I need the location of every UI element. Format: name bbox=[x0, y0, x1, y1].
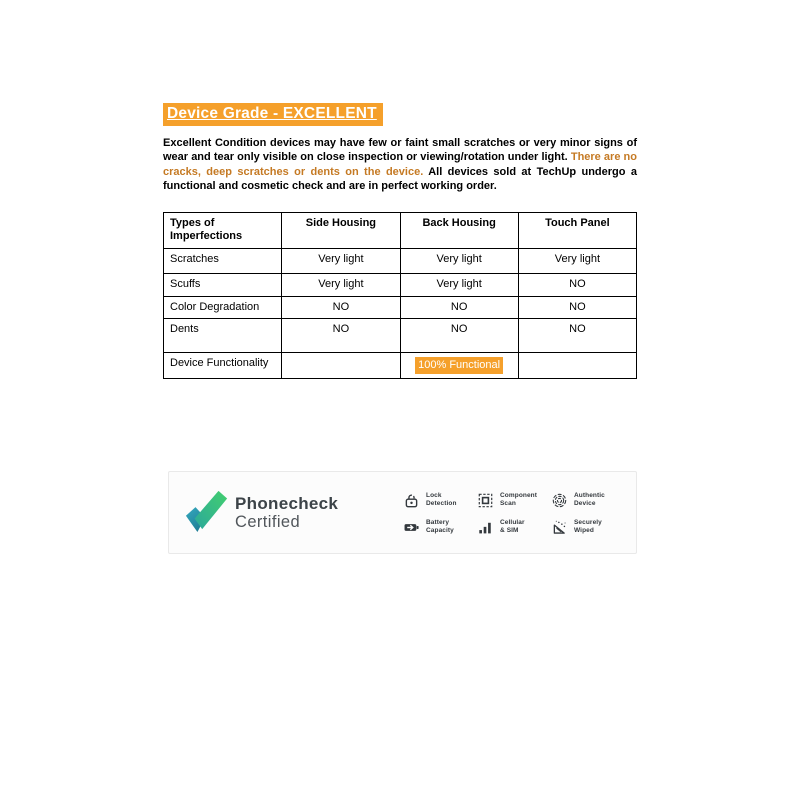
row-label: Color Degradation bbox=[164, 297, 282, 319]
wipe-icon bbox=[552, 520, 567, 535]
column-header-side-housing: Side Housing bbox=[282, 213, 400, 249]
feature-label-line2: Scan bbox=[500, 499, 516, 507]
feature-label-line1: Battery bbox=[426, 519, 450, 526]
column-header-touch-panel: Touch Panel bbox=[518, 213, 636, 249]
row-label: Scuffs bbox=[164, 274, 282, 297]
feature-label-line2: Wiped bbox=[574, 526, 594, 534]
description-text-accent: There are no cracks, deep scratches or dents on the device. bbox=[163, 151, 637, 178]
table-row-scuffs bbox=[164, 274, 637, 297]
feature-label-line2: Capacity bbox=[426, 526, 454, 534]
phonecheck-brand-name: Phonecheck bbox=[235, 494, 339, 513]
feature-label-line2: & SIM bbox=[500, 526, 519, 534]
feature-grid bbox=[404, 492, 626, 546]
title-container bbox=[163, 103, 383, 126]
feature-component-scan bbox=[478, 492, 552, 519]
feature-label-line1: Cellular bbox=[500, 519, 525, 526]
fingerprint-icon bbox=[552, 493, 567, 508]
table-row-scratches bbox=[164, 249, 637, 274]
battery-icon bbox=[404, 520, 419, 535]
feature-authentic-device bbox=[552, 492, 626, 519]
feature-cellular-sim bbox=[478, 519, 552, 546]
lock-icon bbox=[404, 493, 419, 508]
cell-value: Very light bbox=[282, 249, 400, 274]
feature-battery-capacity bbox=[404, 519, 478, 546]
feature-label bbox=[426, 519, 454, 534]
cell-value: NO bbox=[282, 297, 400, 319]
description-text-lead: Excellent Condition devices may have few or faint small scratches or very minor signs of wear and tear only visible on close inspection or viewing/rotation under light. bbox=[163, 137, 637, 164]
column-header-back-housing: Back Housing bbox=[400, 213, 518, 249]
description-paragraph bbox=[163, 136, 637, 194]
imperfections-table bbox=[163, 212, 637, 379]
description-text-tail: All devices sold at TechUp undergo a functional and cosmetic check and are in perfect working order. bbox=[163, 165, 637, 193]
component-scan-icon bbox=[478, 493, 493, 508]
row-label: Device Functionality bbox=[164, 353, 282, 379]
table-header-row bbox=[164, 213, 637, 249]
feature-label bbox=[574, 519, 602, 534]
feature-label-line2: Detection bbox=[426, 499, 457, 507]
phonecheck-badge bbox=[168, 471, 637, 554]
feature-label-line1: Securely bbox=[574, 519, 602, 526]
cell-value: NO bbox=[518, 297, 636, 319]
table-row-device-functionality bbox=[164, 353, 637, 379]
cell-value: Very light bbox=[400, 249, 518, 274]
table-row-dents bbox=[164, 319, 637, 353]
feature-label bbox=[426, 492, 457, 507]
row-label: Scratches bbox=[164, 249, 282, 274]
cell-value bbox=[400, 353, 518, 379]
page-title: Device Grade - EXCELLENT bbox=[163, 103, 383, 126]
cell-value: Very light bbox=[282, 274, 400, 297]
cell-value: NO bbox=[518, 319, 636, 353]
phonecheck-certified-label: Certified bbox=[235, 513, 301, 531]
feature-label bbox=[500, 492, 537, 507]
feature-label bbox=[574, 492, 605, 507]
cell-value: NO bbox=[282, 319, 400, 353]
table-row-color-degradation bbox=[164, 297, 637, 319]
feature-label-line2: Device bbox=[574, 499, 596, 507]
cellular-icon bbox=[478, 520, 493, 535]
cell-value bbox=[518, 353, 636, 379]
column-header-types: Types of Imperfections bbox=[164, 213, 282, 249]
feature-securely-wiped bbox=[552, 519, 626, 546]
brand-text-block bbox=[235, 494, 338, 532]
feature-label-line1: Component bbox=[500, 492, 538, 499]
cell-value: Very light bbox=[518, 249, 636, 274]
feature-label-line1: Authentic bbox=[574, 492, 605, 499]
cell-value: NO bbox=[400, 319, 518, 353]
feature-label bbox=[500, 519, 525, 534]
cell-value: NO bbox=[400, 297, 518, 319]
functional-highlight: 100% Functional bbox=[415, 357, 503, 374]
cell-value bbox=[282, 353, 400, 379]
row-label: Dents bbox=[164, 319, 282, 353]
cell-value: NO bbox=[518, 274, 636, 297]
feature-label-line1: Lock bbox=[426, 492, 442, 499]
feature-lock-detection bbox=[404, 492, 478, 519]
cell-value: Very light bbox=[400, 274, 518, 297]
phonecheck-check-logo-icon bbox=[184, 487, 230, 533]
